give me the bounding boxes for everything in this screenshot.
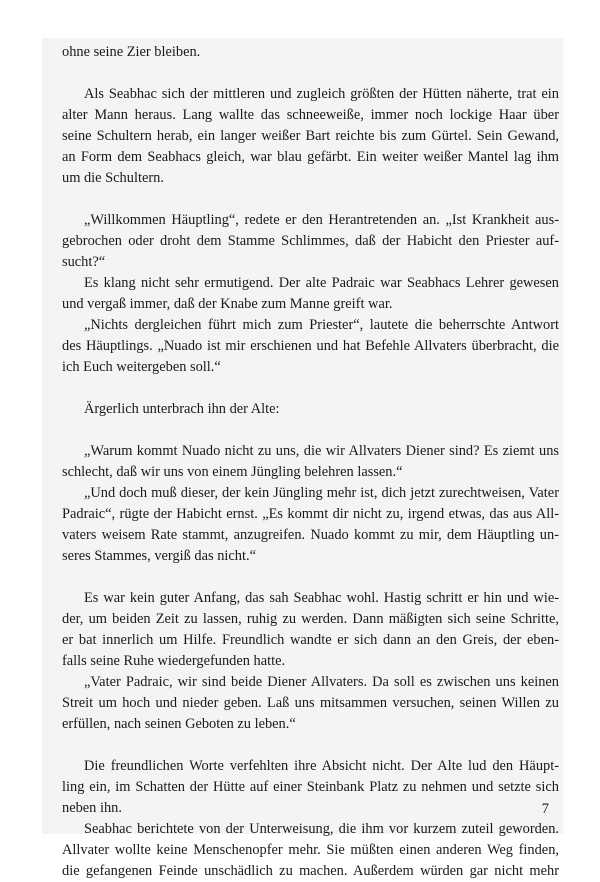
text-line: vaters weisem Rate stammt, anzugreifen. Nuado kommt zu mir, dem Häuptling un- — [62, 527, 559, 543]
text-line: ich Euch weitergeben soll.“ — [62, 359, 221, 375]
text-line: die gefangenen Feinde unschädlich zu machen. Außerdem würden gar nicht mehr — [62, 863, 559, 879]
paragraph-gap — [62, 189, 559, 210]
text-line: gebrochen oder droht dem Stamme Schlimmes, daß der Habicht den Priester auf- — [62, 233, 559, 249]
text-line: Es klang nicht sehr ermutigend. Der alte Padraic war Seabhacs Lehrer gewesen — [84, 275, 559, 291]
text-line: „Warum kommt Nuado nicht zu uns, die wir Allvaters Diener sind? Es ziemt uns — [84, 443, 559, 459]
paragraph — [62, 84, 559, 189]
text-line: alter Mann heraus. Lang wallte das schneeweiße, immer noch lockige Haar über — [62, 107, 559, 123]
text-line: „Willkommen Häuptling“, redete er den Herantretenden an. „Ist Krankheit aus- — [84, 212, 559, 228]
text-line: der, um beiden Zeit zu lassen, ruhig zu werden. Dann mäßigten sich seine Schritte, — [62, 611, 559, 627]
text-line: Es war kein guter Anfang, das sah Seabhac wohl. Hastig schritt er hin und wie- — [84, 590, 559, 606]
paragraph-gap — [62, 420, 559, 441]
text-line: Die freundlichen Worte verfehlten ihre Absicht nicht. Der Alte lud den Häupt- — [84, 758, 559, 774]
paragraph — [62, 756, 559, 819]
text-line: des Häuptlings. „Nuado ist mir erschienen und hat Befehle Allvaters überbracht, die — [62, 338, 559, 354]
text-line: Seabhac berichtete von der Unterweisung, die ihm vor kurzem zuteil geworden. — [84, 821, 559, 837]
text-line: „Nichts dergleichen führt mich zum Priester“, lautete die beherrschte Antwort — [84, 317, 559, 333]
paragraph — [62, 672, 559, 735]
text-line: Ärgerlich unterbrach ihn der Alte: — [84, 401, 280, 417]
paragraph — [62, 315, 559, 378]
paragraph-gap — [62, 567, 559, 588]
paragraph — [62, 210, 559, 273]
text-line: und vergaß immer, daß der Knabe zum Manne greift war. — [62, 296, 393, 312]
text-line: falls seine Ruhe wiedergefunden hatte. — [62, 653, 286, 669]
paragraph — [62, 441, 559, 483]
text-line: erfüllen, nach seinen Geboten zu leben.“ — [62, 716, 296, 732]
paragraph — [62, 588, 559, 672]
paragraph — [62, 819, 559, 882]
text-line: seine Schultern herab, ein langer weißer Bart reichte bis zum Gürtel. Sein Gewand, — [62, 128, 559, 144]
paragraph — [62, 399, 559, 420]
text-line: „Und doch muß dieser, der kein Jüngling mehr ist, dich jetzt zurechtweisen, Vater — [84, 485, 559, 501]
text-line: Allvater wollte keine Menschenopfer mehr. Sie müßten einen anderen Weg finden, — [62, 842, 559, 858]
page-number: 7 — [541, 801, 549, 817]
text-line: Als Seabhac sich der mittleren und zugleich größten der Hütten näherte, trat ein — [84, 86, 559, 102]
text-line: Padraic“, rügte der Habicht ernst. „Es kommt dir nicht zu, irgend etwas, das aus All- — [62, 506, 559, 522]
paragraph — [62, 42, 559, 63]
text-line: schlecht, daß wir uns von einem Jüngling belehren lassen.“ — [62, 464, 403, 480]
book-page — [42, 38, 563, 879]
text-line: er bat innerlich um Hilfe. Freundlich wandte er sich dann an den Greis, der eben- — [62, 632, 559, 648]
paragraph-gap — [62, 735, 559, 756]
text-line: „Vater Padraic, wir sind beide Diener Allvaters. Da soll es zwischen uns keinen — [84, 674, 559, 690]
text-line: Streit um hoch und nieder geben. Laß uns mitsammen versuchen, seinen Willen zu — [62, 695, 559, 711]
paragraph — [62, 483, 559, 567]
paragraph-gap — [62, 63, 559, 84]
paragraph — [62, 273, 559, 315]
text-line: ling ein, im Schatten der Hütte auf einer Steinbank Platz zu nehmen und setzte sich — [62, 779, 559, 795]
text-line: ohne seine Zier bleiben. — [62, 44, 201, 60]
text-line: sucht?“ — [62, 254, 106, 270]
paragraph-gap — [62, 378, 559, 399]
text-line: an Form dem Seabhacs gleich, war blau gefärbt. Ein weiter weißer Mantel lag ihm — [62, 149, 559, 165]
text-line: neben ihn. — [62, 800, 122, 816]
body-text — [62, 42, 559, 882]
text-line: seres Stammes, vergiß das nicht.“ — [62, 548, 256, 564]
text-line: um die Schultern. — [62, 170, 164, 186]
